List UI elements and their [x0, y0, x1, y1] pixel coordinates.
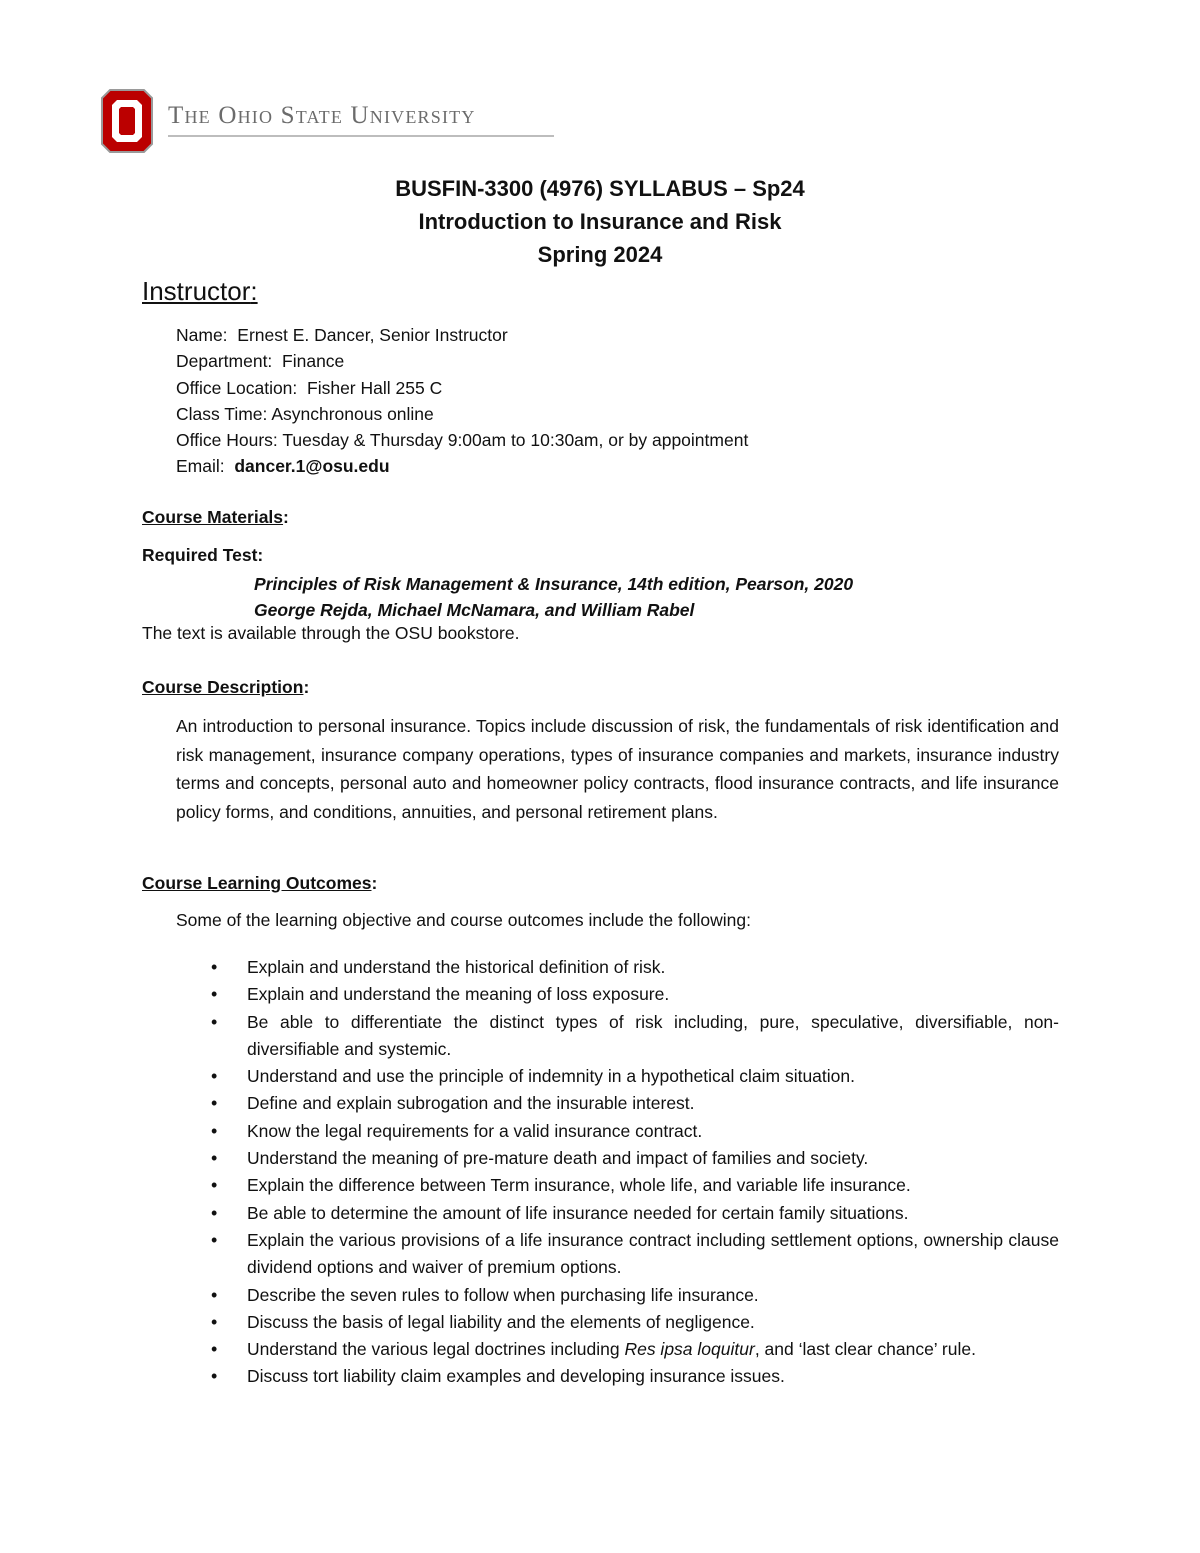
- email-label: Email:: [176, 456, 225, 477]
- list-item-text: Define and explain subrogation and the insurable interest.: [247, 1093, 695, 1114]
- availability-note: The text is available through the OSU bookstore.: [142, 623, 520, 643]
- term-title: Spring 2024: [537, 242, 663, 267]
- bullet-icon: •: [211, 1229, 218, 1250]
- department-value: Finance: [282, 351, 345, 372]
- list-item-text: Understand and use the principle of indemnity in a hypothetical claim situation.: [247, 1066, 855, 1087]
- syllabus-title: [0, 172, 1200, 271]
- bullet-icon: •: [211, 1093, 218, 1114]
- list-item-text: Discuss the basis of legal liability and the elements of negligence.: [247, 1311, 755, 1332]
- list-item: [211, 1227, 1059, 1282]
- list-item: [211, 1172, 1059, 1199]
- textbook-title: Principles of Risk Management & Insurance, 14th edition, Pearson, 2020: [254, 574, 854, 594]
- class-time-row: [176, 401, 748, 427]
- osu-logo: [100, 88, 560, 156]
- list-item: [211, 1282, 1059, 1309]
- email-link[interactable]: dancer.1@osu.edu: [234, 456, 390, 477]
- list-item-text-end: , and ‘last clear chance’ rule.: [754, 1339, 976, 1360]
- list-item: [211, 981, 1059, 1008]
- course-materials-heading-text: Course Materials: [142, 507, 284, 527]
- required-text-label: Required Test:: [142, 545, 264, 565]
- name-label: Name:: [176, 325, 228, 345]
- list-item: [211, 1363, 1059, 1390]
- course-materials-heading-colon: :: [283, 507, 289, 527]
- course-description-heading-text: Course Description: [142, 677, 304, 697]
- instructor-heading-colon: :: [250, 276, 258, 306]
- department-label: Department:: [176, 351, 273, 372]
- bullet-icon: •: [211, 984, 218, 1005]
- course-description-heading-colon: :: [303, 677, 310, 697]
- bullet-icon: •: [211, 1175, 218, 1196]
- list-item-text: Explain the difference between Term insurance, whole life, and variable life insurance.: [247, 1175, 911, 1196]
- list-item-text: Know the legal requirements for a valid insurance contract.: [247, 1120, 703, 1141]
- list-item-text: Be able to determine the amount of life insurance needed for certain family situations.: [247, 1202, 909, 1223]
- course-code-title: BUSFIN-3300 (4976) SYLLABUS – Sp24: [395, 176, 805, 201]
- email-row: [176, 453, 748, 479]
- office-hours-label: Office Hours:: [176, 430, 278, 451]
- learning-outcomes-list: [211, 954, 1059, 1391]
- list-item: [211, 1309, 1059, 1336]
- office-hours-value: Tuesday & Thursday 9:00am to 10:30am, or by appointment: [282, 430, 749, 451]
- list-item: [211, 1145, 1059, 1172]
- list-item-text: Understand the various legal doctrines including: [247, 1339, 625, 1360]
- department-row: [176, 348, 748, 374]
- course-materials-heading: [142, 507, 289, 528]
- logo-divider: [168, 135, 554, 137]
- university-name: The Ohio State University: [168, 102, 476, 129]
- office-label: Office Location:: [176, 377, 298, 398]
- list-item-text: Explain and understand the meaning of loss exposure.: [247, 984, 670, 1005]
- list-item-text: Describe the seven rules to follow when purchasing life insurance.: [247, 1284, 759, 1305]
- bullet-icon: •: [211, 1066, 218, 1087]
- course-description-text: An introduction to personal insurance. Topics include discussion of risk, the fundamentals of risk identification and risk management, insurance company operations, types of insurance companies and markets, insurance industry terms and concepts, personal auto and homeowner policy contracts, flood insurance contracts, and life insurance policy forms, and conditions, annuities, and personal retirement plans.: [176, 716, 1059, 822]
- list-item: [211, 1063, 1059, 1090]
- list-item-text: Be able to differentiate the distinct types of risk including, pure, speculative, diversifiable, non-diversifiable and systemic.: [247, 1011, 1059, 1059]
- list-item: [211, 1009, 1059, 1064]
- office-hours-row: [176, 427, 748, 453]
- list-item-text: Understand the meaning of pre-mature death and impact of families and society.: [247, 1148, 869, 1169]
- bullet-icon: •: [211, 1148, 218, 1169]
- class-time-label: Class Time:: [176, 403, 268, 424]
- list-item-text: Explain and understand the historical definition of risk.: [247, 957, 666, 977]
- list-item: [211, 1200, 1059, 1227]
- bullet-icon: •: [211, 1120, 218, 1141]
- instructor-heading: [142, 274, 258, 308]
- office-row: [176, 375, 748, 401]
- name-row: [176, 322, 748, 348]
- office-value: Fisher Hall 255 C: [307, 377, 443, 398]
- list-item: [211, 1336, 1059, 1363]
- course-description-heading: [142, 677, 309, 698]
- learning-outcomes-heading-colon: :: [371, 873, 378, 893]
- bullet-icon: •: [211, 1284, 218, 1305]
- block-o-logo-icon: [100, 88, 154, 154]
- learning-outcomes-heading-text: Course Learning Outcomes: [142, 873, 372, 893]
- course-name-title: Introduction to Insurance and Risk: [418, 209, 782, 234]
- list-item: [211, 954, 1059, 981]
- list-item: [211, 1090, 1059, 1117]
- bullet-icon: •: [211, 1339, 218, 1360]
- bullet-icon: •: [211, 1366, 218, 1387]
- list-item: [211, 1118, 1059, 1145]
- learning-outcomes-intro: Some of the learning objective and course outcomes include the following:: [176, 910, 751, 930]
- textbook-citation: [254, 571, 853, 623]
- name-value: Ernest E. Dancer, Senior Instructor: [237, 325, 508, 345]
- bullet-icon: •: [211, 1202, 218, 1223]
- textbook-authors: George Rejda, Michael McNamara, and William Rabel: [254, 600, 695, 620]
- instructor-heading-text: Instructor: [142, 276, 251, 306]
- list-item-text: Discuss tort liability claim examples and developing insurance issues.: [247, 1366, 785, 1387]
- learning-outcomes-heading: [142, 873, 377, 894]
- bullet-icon: •: [211, 957, 218, 977]
- legal-doctrine-term: Res ipsa loquitur: [624, 1339, 755, 1360]
- list-item-text: Explain the various provisions of a life insurance contract including settlement options, ownership clause dividend options and waiver of premium options.: [247, 1229, 1059, 1278]
- instructor-info: [176, 322, 748, 480]
- class-time-value: Asynchronous online: [271, 403, 434, 424]
- bullet-icon: •: [211, 1311, 218, 1332]
- bullet-icon: •: [211, 1011, 218, 1032]
